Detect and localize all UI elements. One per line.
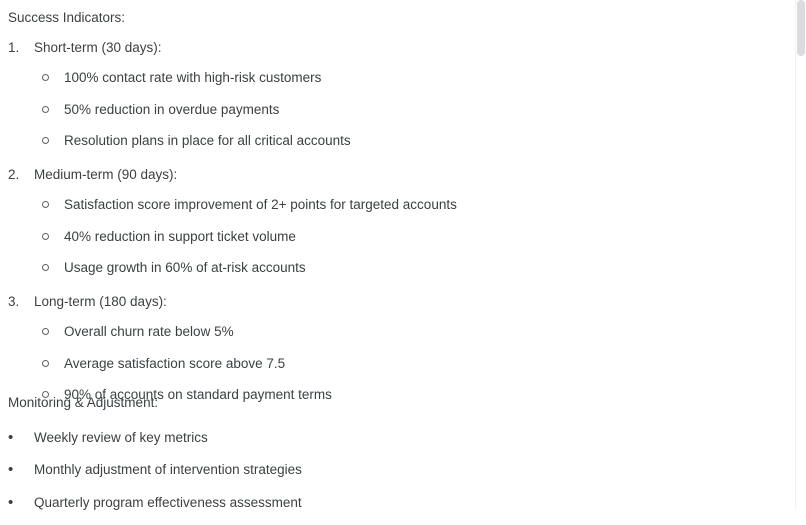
success-indicators-heading: Success Indicators: <box>8 10 126 25</box>
sub-item-text: 90% of accounts on standard payment terms <box>64 386 332 402</box>
circle-bullet-icon <box>42 359 64 370</box>
circle-bullet-icon <box>42 263 64 274</box>
ordered-item-header <box>8 38 768 58</box>
circle-bullet-icon <box>42 232 64 243</box>
list-item <box>8 165 768 278</box>
dot-bullet-icon: • <box>8 429 14 446</box>
sub-item-text: Resolution plans in place for all critical accounts <box>64 132 351 148</box>
list-item <box>8 38 768 151</box>
ordered-marker: 2. <box>8 167 20 182</box>
monitoring-item-text: Weekly review of key metrics <box>34 430 208 445</box>
circle-bullet-icon <box>42 327 64 338</box>
list-item <box>8 428 768 448</box>
monitoring-item-text: Monthly adjustment of intervention strategies <box>34 462 302 478</box>
monitoring-list <box>8 428 768 525</box>
list-item <box>8 460 768 480</box>
list-item <box>8 493 768 513</box>
sub-item-text: Satisfaction score improvement of 2+ points for targeted accounts <box>64 197 457 213</box>
list-item <box>8 100 768 120</box>
circle-bullet-icon <box>42 105 64 116</box>
dot-bullet-icon: • <box>8 493 14 511</box>
list-item <box>8 354 768 374</box>
sub-item-text: Average satisfaction score above 7.5 <box>64 355 286 371</box>
success-indicators-list <box>8 38 768 419</box>
sub-item-text: Usage growth in 60% of at-risk accounts <box>64 259 306 275</box>
list-item <box>8 322 768 342</box>
ordered-item-header <box>8 165 768 185</box>
sub-item-text: 40% reduction in support ticket volume <box>64 228 296 244</box>
sub-item-text: Overall churn rate below 5% <box>64 324 234 340</box>
monitoring-item-text: Quarterly program effectiveness assessment <box>34 494 302 510</box>
dot-bullet-icon: • <box>8 461 14 479</box>
ordered-label: Short-term (30 days): <box>34 40 162 55</box>
ordered-label: Medium-term (90 days): <box>34 167 178 182</box>
list-item <box>8 131 768 151</box>
list-item <box>8 195 768 215</box>
list-item <box>8 258 768 278</box>
list-item <box>8 68 768 88</box>
circle-bullet-icon <box>42 136 64 147</box>
circle-bullet-icon <box>42 200 64 211</box>
sub-list <box>8 195 768 278</box>
ordered-marker: 3. <box>8 294 20 309</box>
vertical-scrollbar[interactable] <box>795 0 806 508</box>
ordered-item-header <box>8 292 768 312</box>
sub-item-text: 100% contact rate with high-risk customers <box>64 70 322 86</box>
ordered-marker: 1. <box>8 40 20 55</box>
ordered-label: Long-term (180 days): <box>34 294 167 309</box>
circle-bullet-icon <box>42 73 64 84</box>
monitoring-adjustment-heading: Monitoring & Adjustment: <box>8 395 159 410</box>
list-item <box>8 292 768 405</box>
sub-list <box>8 68 768 151</box>
list-item <box>8 227 768 247</box>
sub-item-text: 50% reduction in overdue payments <box>64 101 280 117</box>
scrollbar-thumb[interactable] <box>797 0 805 56</box>
